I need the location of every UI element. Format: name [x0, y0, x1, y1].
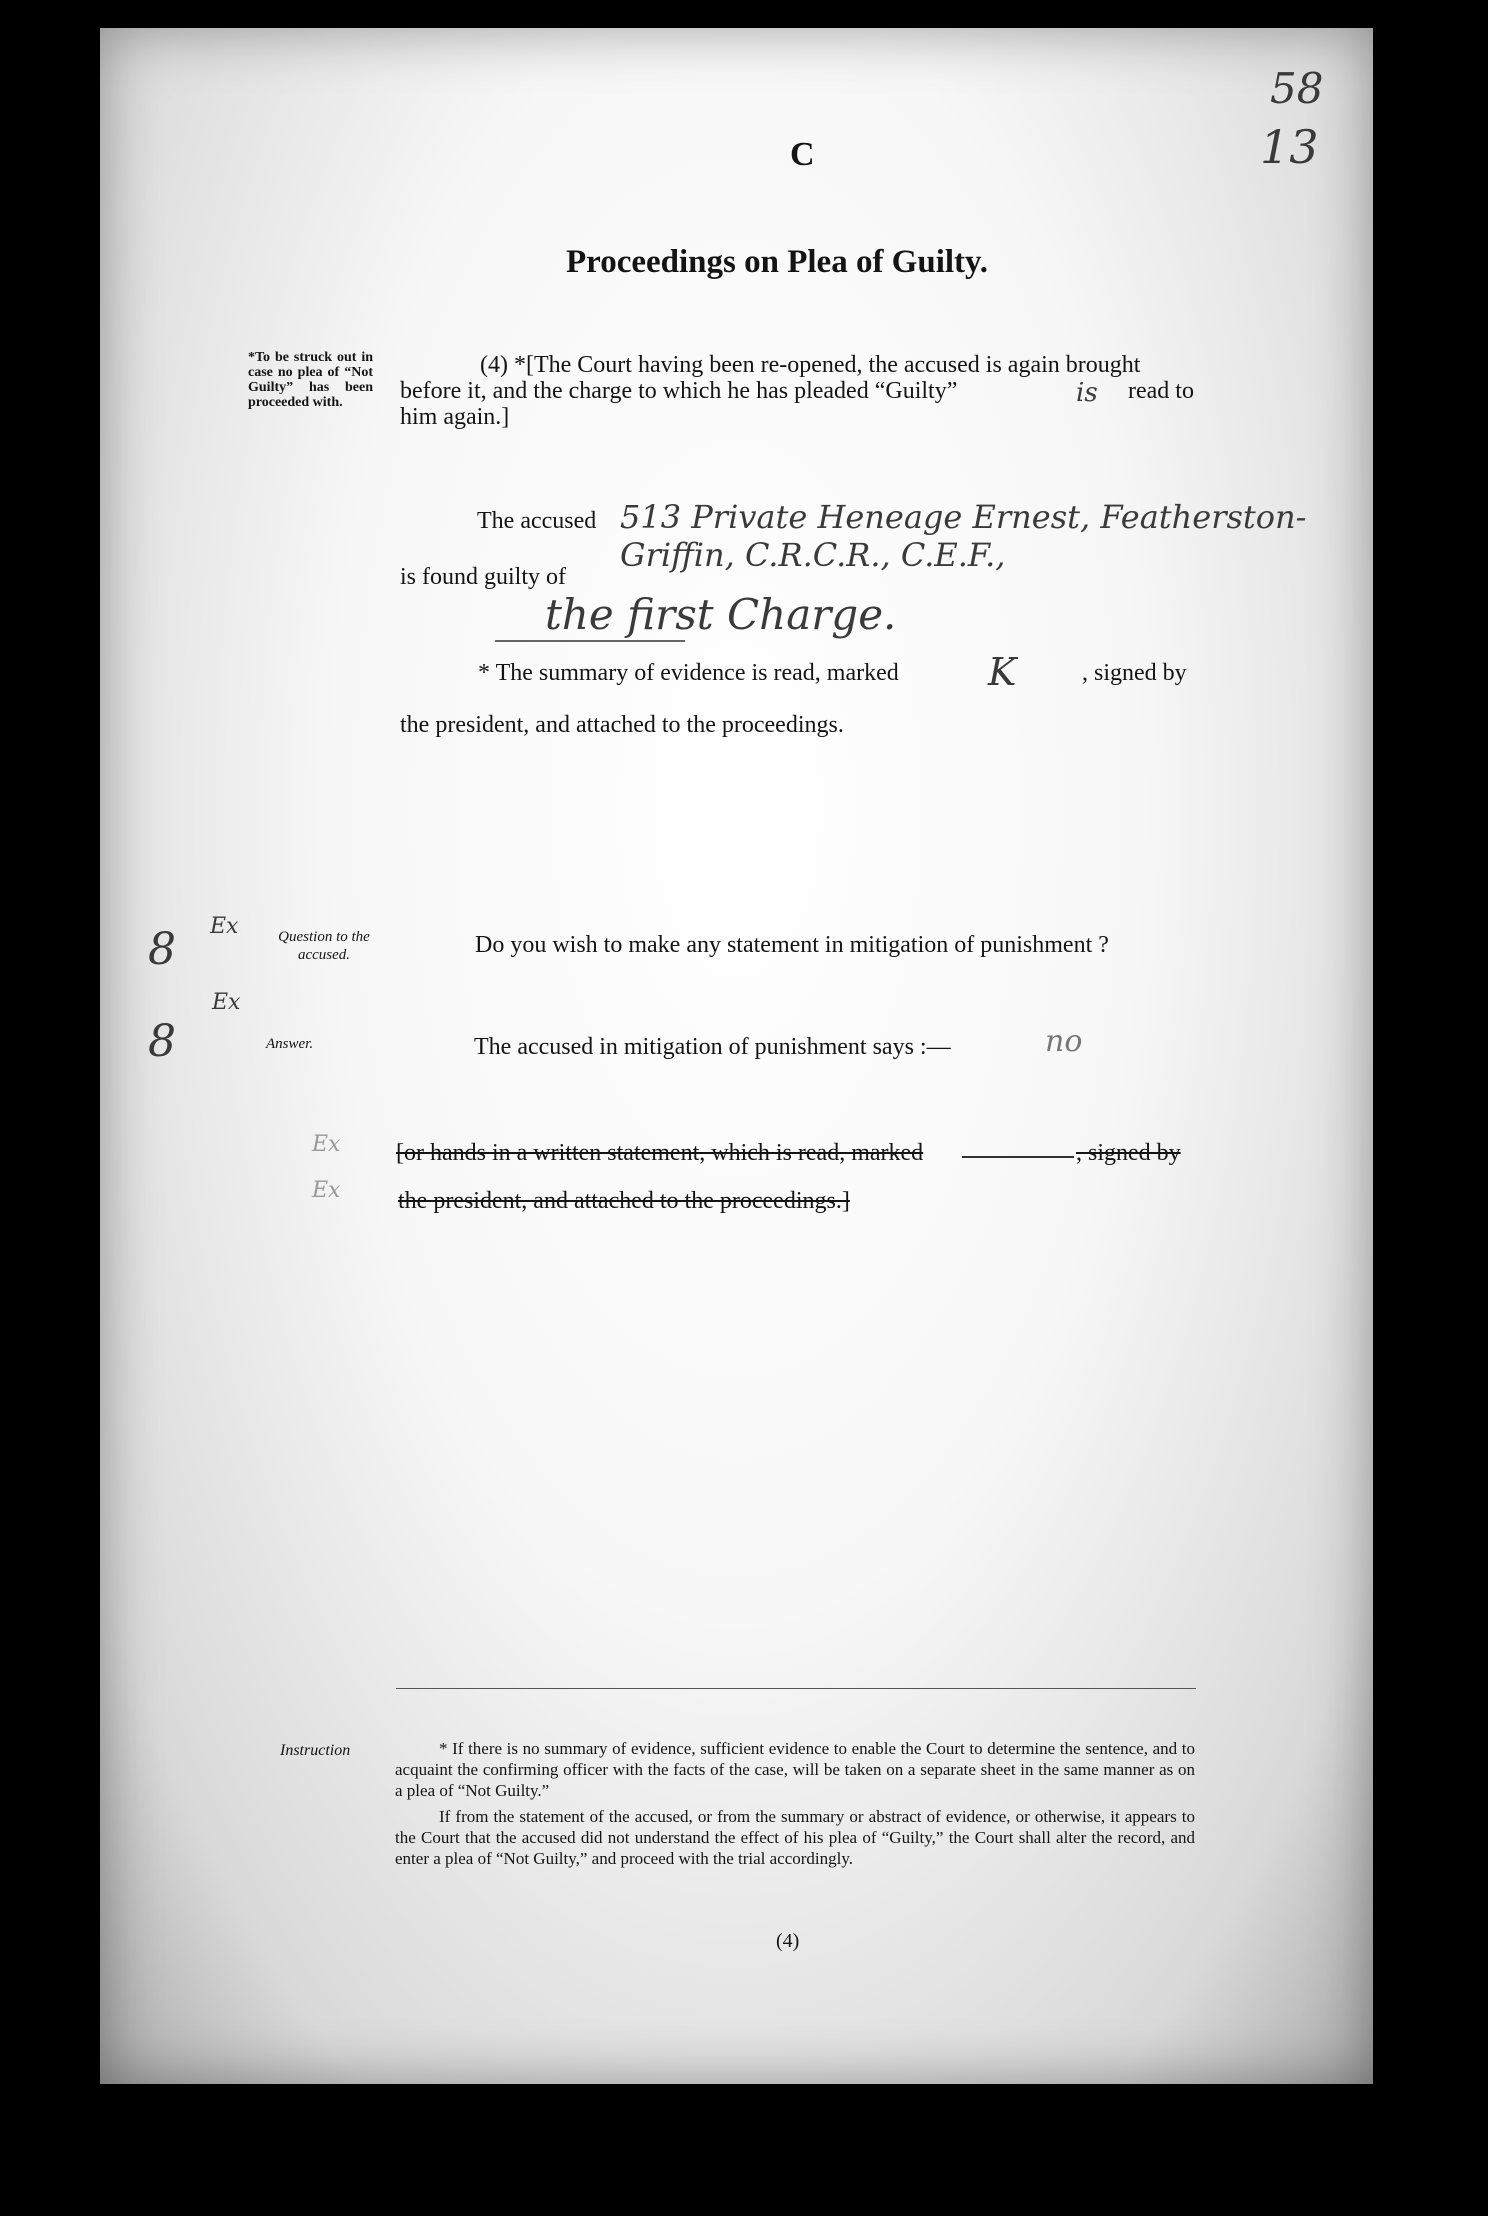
written-initials-1: Ex — [312, 1132, 341, 1157]
summary-signed-by: , signed by — [1082, 660, 1187, 686]
found-guilty-label: is found guilty of — [400, 564, 566, 590]
instruction-paragraph-1: * If there is no summary of evidence, sufficient evidence to enable the Court to determine the sentence, and to acquaint the confirming officer with the facts of the case, will be taken on a separate sheet in the same manner as on a plea of “Not Guilty.” — [395, 1739, 1195, 1800]
answer-initials: Ex — [212, 990, 241, 1015]
form-sheet — [100, 28, 1373, 2084]
answer-text: The accused in mitigation of punishment says :— — [474, 1034, 951, 1060]
written-statement-line1: [or hands in a written statement, which is read, marked — [396, 1140, 924, 1166]
accused-unit-handwritten: Griffin, C.R.C.R., C.E.F., — [620, 536, 1006, 574]
answer-margin-label: Answer. — [266, 1036, 314, 1052]
para4-line2-b: read to — [1128, 378, 1194, 404]
written-statement-signed-by: , signed by — [1076, 1140, 1181, 1166]
written-statement-line2: the president, and attached to the proceedings.] — [398, 1188, 850, 1214]
summary-line2: the president, and attached to the proceedings. — [400, 712, 844, 738]
answer-mark-number: 8 — [148, 1016, 176, 1067]
accused-name-handwritten: 513 Private Heneage Ernest, Featherston- — [620, 498, 1307, 536]
summary-line1: * The summary of evidence is read, marked — [478, 660, 899, 686]
question-initials: Ex — [210, 914, 239, 939]
para4-handwritten: is — [1076, 378, 1098, 408]
accused-label: The accused — [477, 508, 597, 534]
summary-mark-handwritten: K — [988, 650, 1017, 694]
instruction-label: Instruction — [280, 1742, 351, 1759]
margin-note-struck: *To be struck out in case no plea of “Not Guilty” has been proceeded with. — [248, 350, 373, 410]
charge-underline — [495, 640, 685, 642]
written-mark-blank — [962, 1156, 1074, 1158]
para4-line3: him again.] — [400, 404, 510, 430]
question-mark-number: 8 — [148, 924, 176, 975]
form-letter: C — [790, 136, 815, 173]
page-title: Proceedings on Plea of Guilty. — [566, 244, 988, 280]
para4-line1: (4) *[The Court having been re-opened, the accused is again brought — [480, 352, 1141, 378]
charge-handwritten: the first Charge. — [545, 590, 897, 639]
question-text: Do you wish to make any statement in mitigation of punishment ? — [475, 932, 1109, 958]
page-number: (4) — [776, 1930, 800, 1952]
para4-line2-a: before it, and the charge to which he has pleaded “Guilty” — [400, 378, 958, 404]
answer-handwritten: no — [1045, 1024, 1083, 1059]
para4-line2 — [400, 378, 957, 405]
instruction-divider — [396, 1688, 1196, 1689]
corner-number-bottom: 13 — [1260, 120, 1319, 174]
corner-number-top: 58 — [1270, 64, 1324, 113]
question-margin-label: Question to the accused. — [278, 929, 370, 963]
written-initials-2: Ex — [312, 1178, 341, 1203]
instruction-paragraph-2: If from the statement of the accused, or from the summary or abstract of evidence, or otherwise, it appears to the Court that the accused did not understand the effect of his plea of “Guilty,” the Court shall alter the record, and enter a plea of “Not Guilty,” and proceed with the trial accordingly. — [395, 1807, 1195, 1868]
